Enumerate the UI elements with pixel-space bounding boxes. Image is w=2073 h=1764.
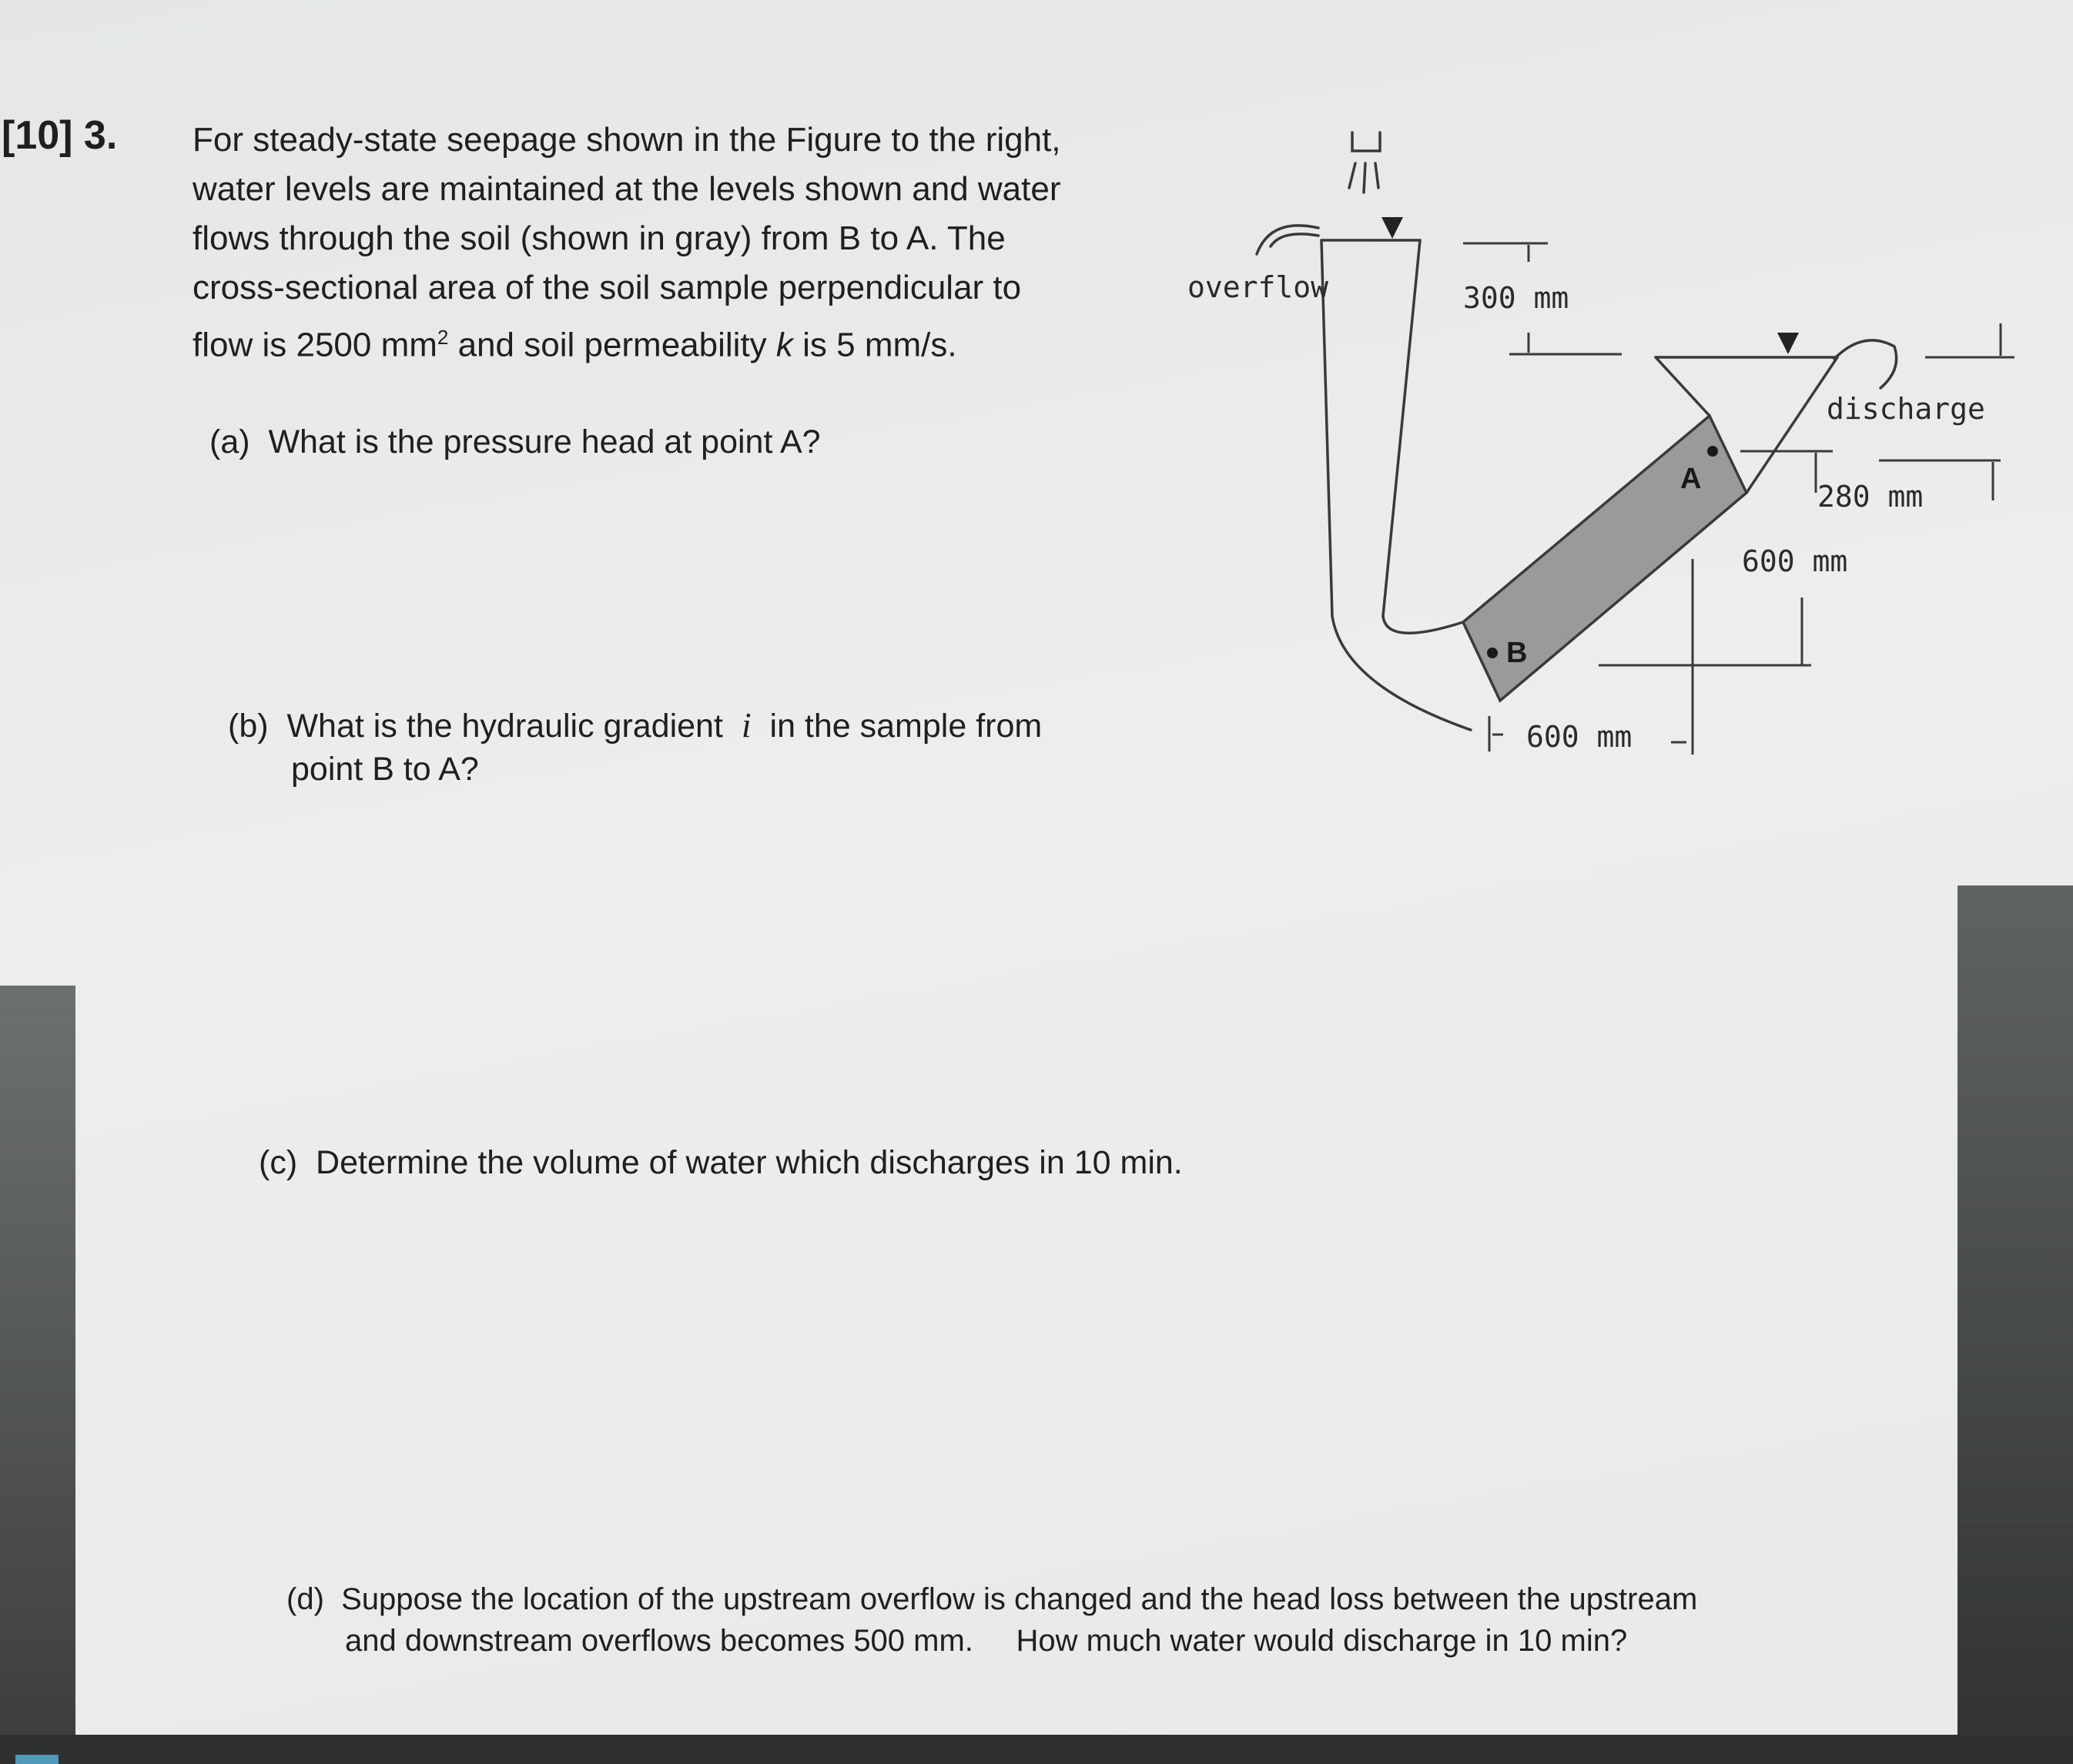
downstream-water-level-icon: [1777, 333, 1799, 354]
stem-line-1: For steady-state seepage shown in the Figure to the right,: [193, 121, 1061, 159]
stem-permeability-var: k: [775, 326, 793, 364]
monitor-bezel-bottom: [0, 1735, 2073, 1764]
part-b-text: What is the hydraulic gradient: [286, 708, 732, 745]
part-d-label: (d): [286, 1582, 324, 1616]
stem-end-text: is 5 mm/s.: [792, 326, 957, 364]
overflow-spout-inner: [1271, 234, 1318, 246]
dim-300-label: 300 mm: [1463, 281, 1569, 315]
discharge-label: discharge: [1827, 392, 1985, 426]
part-d-text-1: Suppose the location of the upstream overflow is changed and the head loss between the upstream: [341, 1582, 1698, 1616]
part-b-line-2: point B to A?: [291, 751, 479, 788]
overflow-label: overflow: [1187, 270, 1329, 304]
funnel-right-wall: [1746, 357, 1837, 493]
dim-280-label: 280 mm: [1817, 480, 1924, 514]
tube-left-inner-wall: [1383, 240, 1420, 616]
part-d-text-2b: How much water would discharge in 10 min?: [1016, 1624, 1628, 1658]
tube-bend-inner: [1383, 616, 1463, 633]
dim-600-horizontal-label: 600 mm: [1526, 720, 1633, 754]
part-b-text-end: in the sample from: [760, 708, 1043, 745]
inflow-tap-icon: [1352, 132, 1380, 151]
funnel-left-wall: [1656, 357, 1710, 416]
point-b-marker: [1487, 648, 1498, 658]
part-d-text-2a: and downstream overflows becomes 500 mm.: [345, 1624, 973, 1658]
point-a-marker: [1707, 446, 1718, 457]
discharge-spout-icon: [1834, 340, 1897, 388]
stem-line-3: flows through the soil (shown in gray) from B to A. The: [193, 219, 1006, 257]
part-c-label: (c): [259, 1144, 298, 1181]
stem-area-superscript: 2: [437, 326, 449, 349]
stem-line-4: cross-sectional area of the soil sample perpendicular to: [193, 269, 1022, 306]
question-number: [10] 3.: [2, 113, 118, 158]
inflow-drip-2: [1364, 163, 1365, 192]
part-a-text: What is the pressure head at point A?: [268, 423, 821, 460]
inflow-drip-1: [1349, 163, 1355, 188]
dim-600-vertical-label: 600 mm: [1742, 544, 1848, 578]
part-b-label: (b): [228, 708, 269, 745]
part-a-label: (a): [209, 423, 250, 460]
part-c-text: Determine the volume of water which discharges in 10 min.: [316, 1144, 1183, 1181]
part-b-gradient-var: i: [741, 705, 752, 745]
point-b-label: B: [1506, 637, 1528, 669]
stem-area-text: flow is 2500 mm: [193, 326, 437, 364]
point-a-label: A: [1680, 463, 1702, 495]
stem-line-2: water levels are maintained at the levels shown and water: [193, 170, 1061, 208]
taskbar-accent: [15, 1755, 59, 1764]
inflow-drip-3: [1375, 163, 1378, 188]
stem-middle-text: and soil permeability: [448, 326, 776, 364]
overflow-spout-outer: [1257, 226, 1318, 254]
upstream-water-level-icon: [1381, 217, 1403, 239]
